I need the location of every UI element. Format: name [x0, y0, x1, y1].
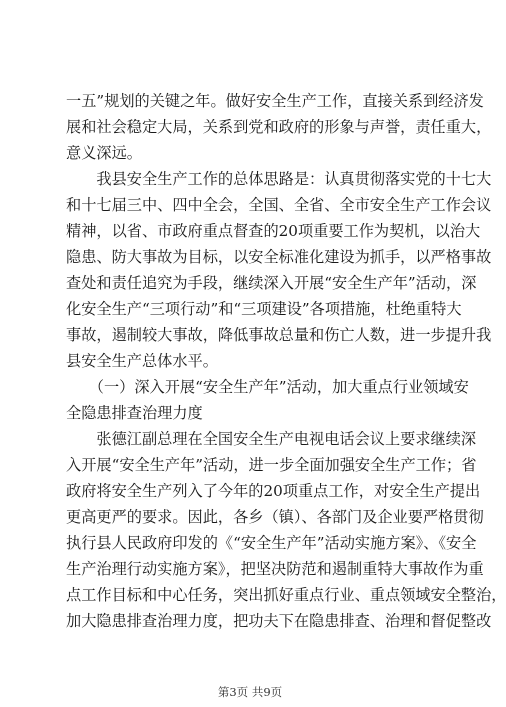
text-line: 入开展“安全生产年”活动，进一步全面加强安全生产工作；省: [66, 456, 477, 474]
section-heading-line: （一）深入开展“安全生产年”活动，加大重点行业领域安: [66, 378, 469, 396]
text-line: 意义深远。: [66, 144, 142, 162]
text-line: 隐患、防大事故为目标，以安全标准化建设为抓手，以严格事故: [66, 248, 492, 266]
text-line: 事故，遏制较大事故，降低事故总量和伤亡人数，进一步提升我: [66, 326, 492, 344]
text-line: 我县安全生产工作的总体思路是：认真贯彻落实党的十七大: [66, 170, 492, 188]
text-line: 更高更严的要求。因此，各乡（镇）、各部门及企业要严格贯彻: [66, 508, 484, 526]
text-line: 点工作目标和中心任务，突出抓好重点行业、重点领域安全整治，: [66, 586, 506, 604]
text-line: 县安全生产总体水平。: [66, 352, 218, 370]
page-number-footer: 第3页 共9页: [217, 685, 283, 699]
text-line: 精神，以省、市政府重点督查的20项重要工作为契机，以治大: [66, 222, 481, 240]
text-line: 和十七届三中、四中全会，全国、全省、全市安全生产工作会议: [66, 196, 492, 214]
text-line: 化安全生产“三项行动”和“三项建设”各项措施，杜绝重特大: [66, 300, 462, 318]
text-line: 展和社会稳定大局，关系到党和政府的形象与声誉，责任重大，: [66, 118, 492, 136]
document-body: [66, 88, 506, 634]
text-line: 查处和责任追究为手段，继续深入开展“安全生产年”活动，深: [66, 274, 477, 292]
text-line: 生产治理行动实施方案》，把坚决防范和遏制重特大事故作为重: [66, 560, 484, 578]
text-line: 一五”规划的关键之年。做好安全生产工作，直接关系到经济发: [66, 92, 484, 110]
text-line: 加大隐患排查治理力度，把功夫下在隐患排查、治理和督促整改: [66, 612, 492, 630]
text-line: 政府将安全生产列入了今年的20项重点工作，对安全生产提出: [66, 482, 481, 500]
section-heading-line: 全隐患排查治理力度: [66, 404, 203, 422]
text-line: 执行县人民政府印发的《“安全生产年”活动实施方案》、《安全: [66, 534, 477, 552]
text-line: 张德江副总理在全国安全生产电视电话会议上要求继续深: [66, 430, 477, 448]
